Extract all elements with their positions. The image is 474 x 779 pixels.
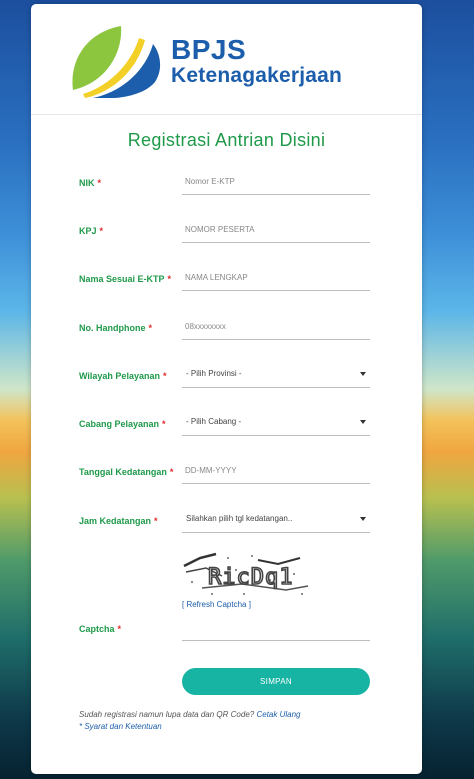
bpjs-logo-icon — [69, 20, 165, 98]
jam-select[interactable] — [182, 508, 370, 533]
chevron-down-icon — [360, 420, 366, 424]
captcha-text: RicDq1 — [208, 565, 294, 590]
required-marker: * — [162, 419, 166, 429]
cabang-label: Cabang Pelayanan * — [79, 419, 166, 429]
hp-row — [79, 315, 379, 345]
syarat-ketentuan-link[interactable]: * Syarat dan Ketentuan — [79, 722, 162, 731]
hp-input[interactable] — [182, 315, 365, 337]
nik-input[interactable] — [182, 170, 365, 192]
wilayah-selected: - Pilih Provinsi - — [186, 369, 242, 378]
tanggal-field — [182, 459, 370, 484]
captcha-input[interactable] — [182, 616, 365, 638]
nama-row — [79, 266, 379, 296]
nama-label: Nama Sesuai E-KTP * — [79, 274, 172, 284]
wilayah-select[interactable] — [182, 363, 370, 388]
nik-field — [182, 170, 370, 195]
nama-input[interactable] — [182, 266, 365, 288]
required-marker: * — [154, 516, 158, 526]
nik-row — [79, 170, 379, 200]
cetak-ulang-link[interactable]: Cetak Ulang — [256, 710, 301, 719]
wilayah-label: Wilayah Pelayanan * — [79, 371, 167, 381]
registration-card — [31, 4, 422, 774]
required-marker: * — [99, 226, 104, 236]
brand-name-top: BPJS — [171, 34, 247, 65]
required-marker: * — [97, 178, 102, 188]
tanggal-input[interactable] — [182, 459, 365, 481]
brand-name-bottom: Ketenagakerjaan — [171, 64, 343, 87]
hp-field — [182, 315, 370, 340]
captcha-image — [182, 550, 310, 598]
header-divider — [31, 114, 422, 115]
kpj-label: KPJ * — [79, 226, 104, 236]
kpj-field — [182, 218, 370, 243]
required-marker: * — [148, 323, 153, 333]
chevron-down-icon — [360, 517, 366, 521]
captcha-field — [182, 616, 370, 641]
terms-row — [79, 722, 162, 731]
forgot-qr-label: Sudah registrasi namun lupa data dan QR Code? — [79, 710, 255, 719]
kpj-row — [79, 218, 379, 248]
forgot-qr-text — [79, 710, 301, 719]
jam-row — [79, 508, 379, 538]
captcha-row — [79, 616, 379, 646]
tanggal-row — [79, 459, 379, 489]
hp-label: No. Handphone * — [79, 323, 153, 333]
required-marker: * — [162, 371, 167, 381]
refresh-captcha-link[interactable]: [ Refresh Captcha ] — [182, 600, 251, 609]
wilayah-row — [79, 363, 379, 393]
required-marker: * — [117, 624, 122, 634]
header — [31, 4, 422, 114]
form-title: Registrasi Antrian Disini — [127, 130, 326, 150]
kpj-input[interactable] — [182, 218, 365, 240]
jam-label: Jam Kedatangan * — [79, 516, 158, 526]
cabang-select[interactable] — [182, 411, 370, 436]
required-marker: * — [169, 467, 174, 477]
nama-field — [182, 266, 370, 291]
cabang-selected: - Pilih Cabang - — [186, 417, 242, 426]
chevron-down-icon — [360, 372, 366, 376]
required-marker: * — [167, 274, 172, 284]
nik-label: NIK * — [79, 178, 102, 188]
simpan-button[interactable]: SIMPAN — [182, 668, 370, 695]
jam-selected: Silahkan pilih tgl kedatangan.. — [186, 514, 293, 523]
captcha-label: Captcha * — [79, 624, 122, 634]
cabang-row — [79, 411, 379, 441]
tanggal-label: Tanggal Kedatangan * — [79, 467, 174, 477]
